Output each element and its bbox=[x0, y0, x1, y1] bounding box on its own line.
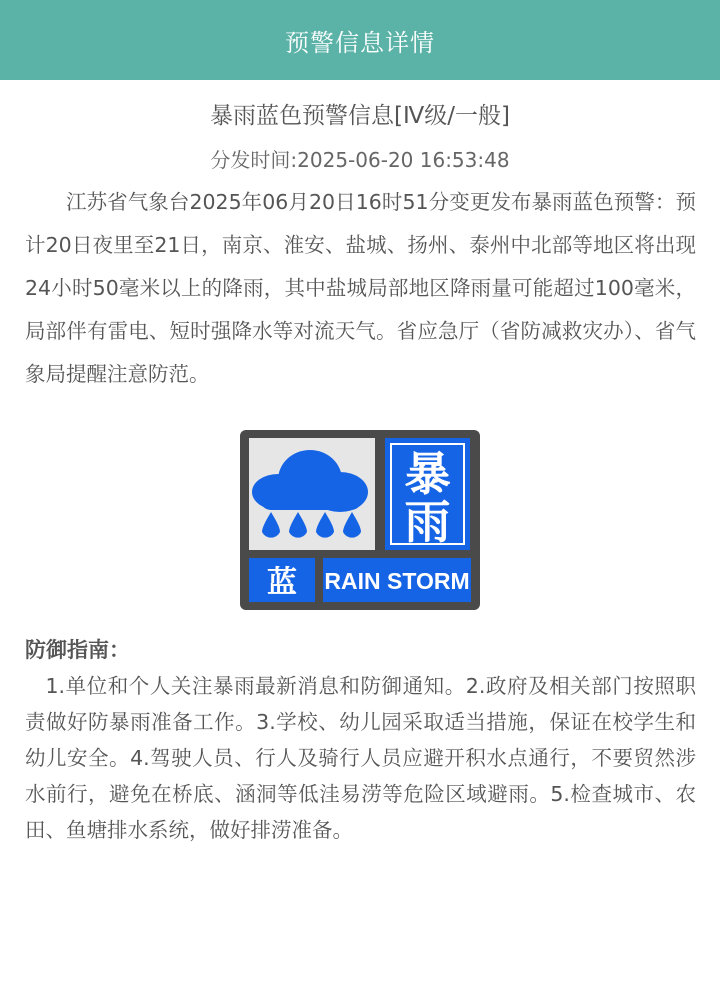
icon-big-text-1: 暴 bbox=[404, 447, 451, 501]
guide-title: 防御指南： bbox=[25, 638, 130, 662]
page-title: 预警信息详情 bbox=[285, 28, 435, 57]
icon-level-text: 蓝 bbox=[267, 565, 297, 600]
icon-big-text-2: 雨 bbox=[404, 495, 451, 549]
icon-english-text: RAIN STORM bbox=[324, 568, 470, 594]
page-header bbox=[0, 0, 720, 80]
warning-content: 江苏省气象台2025年06月20日16时51分变更发布暴雨蓝色预警：预计20日夜里至21日，南京、淮安、盐城、扬州、泰州中北部等地区将出现24小时50毫米以上的降雨，其中盐城局部地区降雨量可能超过100毫米，局部伴有雷电、短时强降水等对流天气。省应急厅（省防减救灾办）、省气象局提醒注意防范。 bbox=[25, 190, 696, 386]
warning-title: 暴雨蓝色预警信息[Ⅳ级/一般] bbox=[210, 103, 510, 129]
rainstorm-blue-warning-icon bbox=[240, 430, 480, 610]
publish-time: 分发时间:2025-06-20 16:53:48 bbox=[210, 148, 510, 172]
guide-content: 1.单位和个人关注暴雨最新消息和防御通知。2.政府及相关部门按照职责做好防暴雨准备工作。3.学校、幼儿园采取适当措施，保证在校学生和幼儿安全。4.驾驶人员、行人及骑行人员应避开积水点通行，不要贸然涉水前行，避免在桥底、涵洞等低洼易涝等危险区域避雨。5.检查城市、农田、鱼塘排水系统，做好排涝准备。 bbox=[25, 674, 696, 842]
warning-icon-svg bbox=[240, 430, 480, 610]
